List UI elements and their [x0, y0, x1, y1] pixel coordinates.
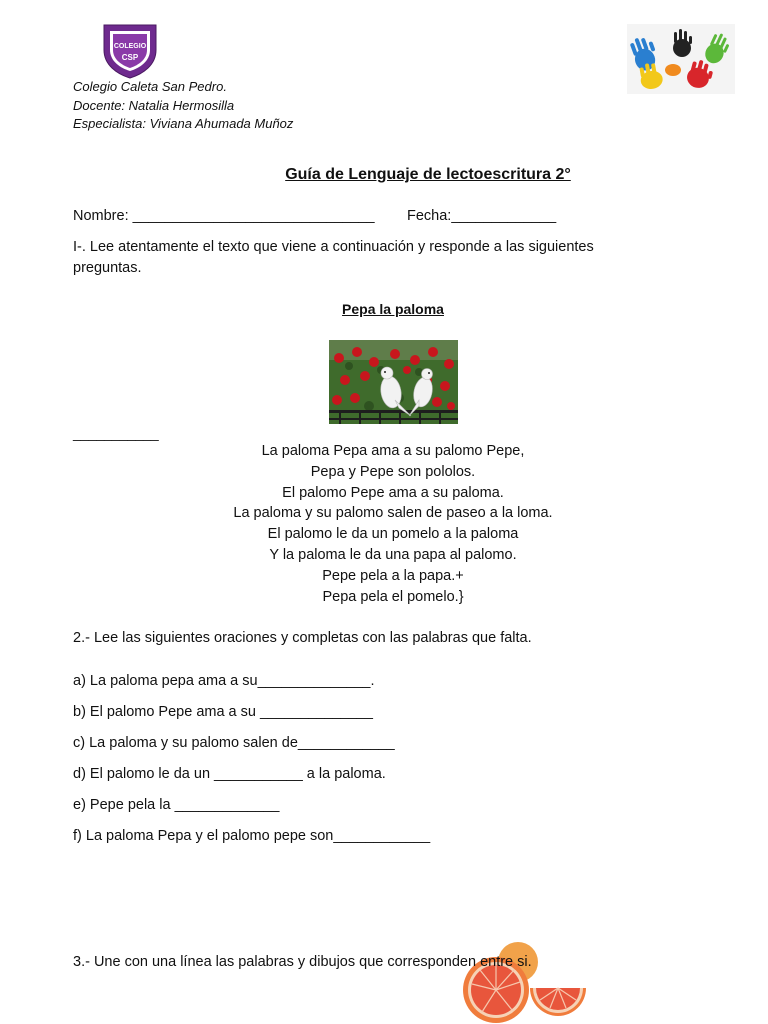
separator-line: ___________ [73, 425, 159, 441]
poem-line: La paloma y su palomo salen de paseo a la loma. [233, 505, 553, 522]
exercise-item-a: a) La paloma pepa ama a su______________. [73, 673, 375, 689]
date-field-line: Fecha:_____________ [407, 208, 557, 224]
exercise-item-f: f) La paloma Pepa y el palomo pepe son____________ [73, 828, 431, 844]
grapefruit-image [458, 940, 590, 1024]
exercise-item-b: b) El palomo Pepe ama a su ______________ [73, 704, 373, 720]
poem-line: El palomo le da un pomelo a la paloma [267, 526, 519, 543]
doves-image [329, 340, 458, 424]
poem-body [0, 441, 768, 607]
poem-line: Pepa y Pepe son pololos. [310, 463, 476, 480]
poem-line: Y la paloma le da una papa al palomo. [269, 546, 517, 563]
instruction-1-line-2: preguntas. [73, 260, 142, 276]
instruction-1-line-1: I-. Lee atentamente el texto que viene a continuación y responde a las siguientes [73, 239, 594, 255]
school-info [73, 78, 293, 134]
teacher-name: Docente: Natalia Hermosilla [73, 97, 235, 113]
section-2-instruction: 2.- Lee las siguientes oraciones y completas con las palabras que falta. [73, 630, 532, 646]
poem-line: Pepa pela el pomelo.} [322, 588, 464, 605]
page-title: Guía de Lenguaje de lectoescritura 2° [285, 166, 571, 183]
poem-line: El palomo Pepe ama a su paloma. [282, 484, 504, 501]
logo-text: COLEGIO [113, 43, 147, 50]
poem-line: La paloma Pepa ama a su palomo Pepe, [261, 443, 525, 459]
name-field-line: Nombre: ______________________________ [73, 208, 375, 224]
exercise-item-c: c) La paloma y su palomo salen de____________ [73, 735, 395, 751]
section-3-instruction: 3.- Une con una línea las palabras y dibujos que corresponden entre si. [73, 954, 532, 970]
specialist-name: Especialista: Viviana Ahumada Muñoz [73, 116, 294, 131]
poem-title: Pepa la paloma [342, 301, 444, 317]
exercise-item-d: d) El palomo le da un ___________ a la paloma. [73, 766, 386, 782]
school-logo [100, 22, 160, 80]
school-name: Colegio Caleta San Pedro. [73, 79, 227, 94]
hands-image [627, 24, 735, 94]
poem-line: Pepe pela a la papa.+ [322, 567, 464, 584]
exercise-item-e: e) Pepe pela la _____________ [73, 797, 280, 813]
logo-initials: CSP [121, 53, 139, 62]
